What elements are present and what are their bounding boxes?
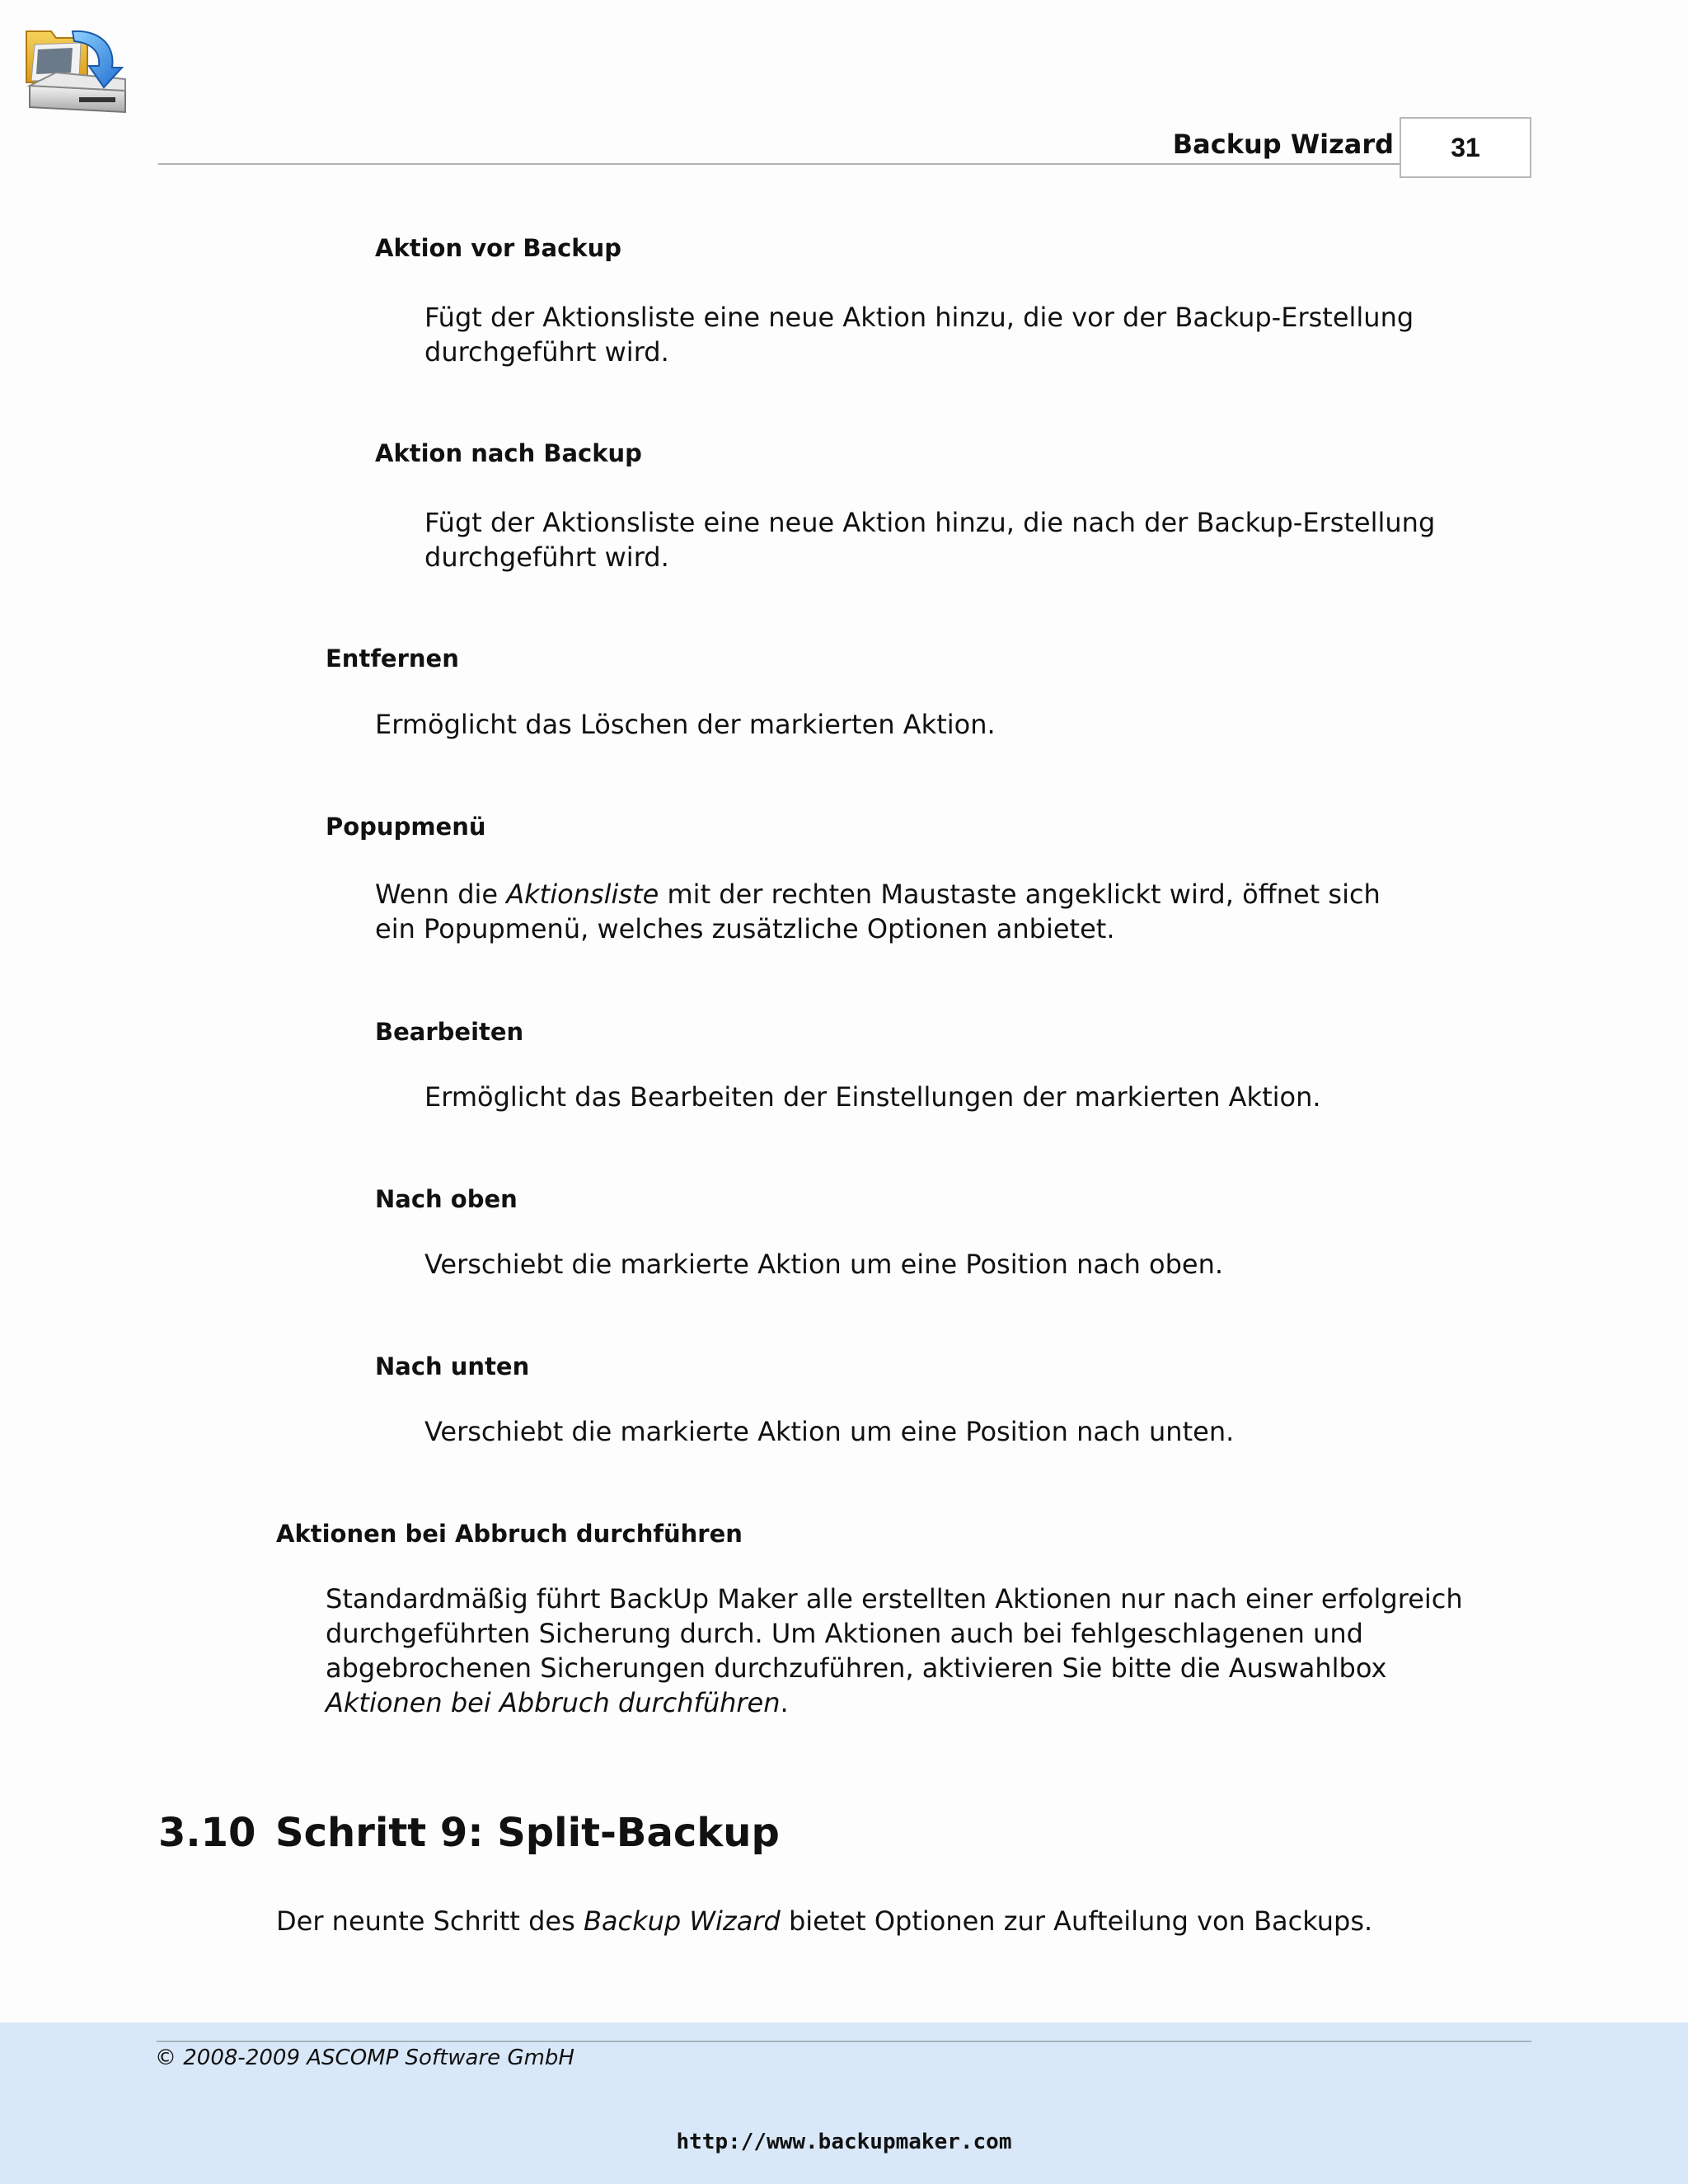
heading-nach-unten: Nach unten (375, 1352, 530, 1380)
heading-aktion-nach-backup: Aktion nach Backup (375, 439, 642, 467)
footer-copyright: © 2008-2009 ASCOMP Software GmbH (155, 2046, 574, 2070)
heading-aktion-vor-backup: Aktion vor Backup (375, 234, 621, 262)
text-aktion-vor-backup: Fügt der Aktionsliste eine neue Aktion hinzu, die vor der Backup-Erstellung durchgeführt wird. (424, 302, 1414, 368)
text-popupmenu: Wenn die Aktionsliste mit der rechten Maustaste angeklickt wird, öffnet sich ein Popupmenü, welches zusätzliche Optionen anbietet. (375, 879, 1381, 944)
heading-entfernen: Entfernen (326, 644, 459, 673)
backupmaker-logo-icon (23, 21, 132, 124)
text-entfernen: Ermöglicht das Löschen der markierten Aktion. (375, 709, 996, 740)
text-bearbeiten: Ermöglicht das Bearbeiten der Einstellungen der markierten Aktion. (424, 1081, 1321, 1113)
page-footer (0, 2022, 1688, 2184)
italic-aktionen-bei-abbruch: Aktionen bei Abbruch durchführen (326, 1687, 781, 1718)
section-title: Schritt 9: Split-Backup (275, 1810, 780, 1856)
heading-nach-oben: Nach oben (375, 1185, 518, 1213)
heading-popupmenu: Popupmenü (326, 813, 486, 841)
footer-divider (157, 2041, 1531, 2042)
italic-backup-wizard: Backup Wizard (583, 1905, 781, 1937)
heading-aktionen-bei-abbruch: Aktionen bei Abbruch durchführen (276, 1520, 743, 1548)
header-divider (158, 163, 1400, 165)
text-nach-unten: Verschiebt die markierte Aktion um eine Position nach unten. (424, 1416, 1235, 1447)
heading-bearbeiten: Bearbeiten (375, 1018, 524, 1046)
section-intro: Der neunte Schritt des Backup Wizard bietet Optionen zur Aufteilung von Backups. (276, 1905, 1373, 1937)
page-number: 31 (1400, 117, 1531, 178)
italic-aktionsliste: Aktionsliste (506, 879, 659, 910)
text-aktionen-bei-abbruch: Standardmäßig führt BackUp Maker alle erstellten Aktionen nur nach einer erfolgreich durchgeführten Sicherung durch. Um Aktionen auch bei fehlgeschlagenen und abgebrochenen Sicherungen durchzuführen, aktivieren Sie bitte die Auswahlbox Aktionen bei Abbruch durchführen. (326, 1583, 1463, 1718)
text-nach-oben: Verschiebt die markierte Aktion um eine Position nach oben. (424, 1249, 1224, 1280)
footer-url-link[interactable]: http://www.backupmaker.com (676, 2130, 1012, 2154)
text-aktion-nach-backup: Fügt der Aktionsliste eine neue Aktion hinzu, die nach der Backup-Erstellung durchgeführt wird. (424, 507, 1436, 573)
header-title: Backup Wizard (1172, 129, 1394, 160)
section-number: 3.10 (158, 1810, 256, 1856)
